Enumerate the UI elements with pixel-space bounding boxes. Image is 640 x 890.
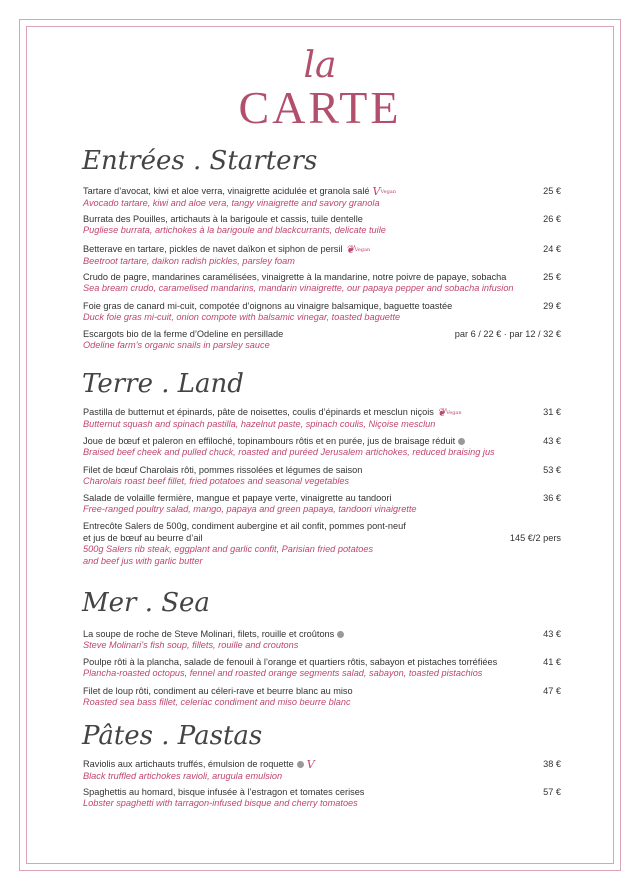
item-name-fr: Crudo de pagre, mandarines caramélisées, vinaigrette à la mandarine, notre poivre de papaye, sobacha bbox=[83, 272, 507, 282]
item-name-fr: Escargots bio de la ferme d’Odeline en persillade bbox=[83, 329, 284, 339]
item-name-en: Black truffled artichokes ravioli, arugula emulsion bbox=[83, 770, 283, 781]
vegan-leaf-icon: ❦Vegan bbox=[436, 405, 462, 419]
menu-item bbox=[83, 328, 561, 352]
menu-item bbox=[83, 406, 561, 430]
item-price: 36 € bbox=[543, 493, 561, 503]
item-name-fr: Spaghettis au homard, bisque infusée à l’estragon et tomates cerises bbox=[83, 787, 365, 797]
item-name-en: Butternut squash and spinach pastilla, hazelnut paste, spinach coulis, Niçoise mesclun bbox=[83, 418, 436, 429]
menu-item bbox=[83, 300, 561, 324]
vegan-leaf-icon: ❦Vegan bbox=[345, 242, 371, 256]
item-name-fr: Filet de bœuf Charolais rôti, pommes rissolées et légumes de saison bbox=[83, 465, 363, 475]
item-name-fr: Raviolis aux artichauts truffés, émulsion de roquette bbox=[83, 759, 294, 769]
vegetarian-dot-icon bbox=[337, 631, 344, 638]
title-la: la bbox=[303, 45, 337, 86]
item-name-en: Avocado tartare, kiwi and aloe vera, tangy vinaigrette and savory granola bbox=[83, 197, 380, 208]
item-name-fr: Entrecôte Salers de 500g, condiment aubergine et ail confit, pommes pont-neuf bbox=[83, 521, 406, 531]
item-price: 38 € bbox=[543, 759, 561, 769]
item-name-en: Sea bream crudo, caramelised mandarins, mandarin vinaigrette, our papaya pepper and sobacha infusion bbox=[83, 283, 514, 293]
item-name-en: Charolais roast beef fillet, fried potatoes and seasonal vegetables bbox=[83, 476, 350, 486]
menu-item bbox=[83, 786, 561, 810]
item-price: 47 € bbox=[543, 686, 561, 696]
item-name-en: Duck foie gras mi-cuit, onion compote with balsamic vinegar, toasted baguette bbox=[83, 312, 401, 322]
item-name-fr: Burrata des Pouilles, artichauts à la barigoule et cassis, tuile dentelle bbox=[83, 214, 363, 224]
title-carte: CARTE bbox=[238, 82, 402, 133]
menu-item bbox=[83, 243, 561, 267]
item-name-en: Roasted sea bass fillet, celeriac condiment and miso beurre blanc bbox=[83, 697, 351, 707]
item-price: 31 € bbox=[543, 407, 561, 417]
menu-item bbox=[83, 656, 561, 680]
item-name-en: Plancha-roasted octopus, fennel and roasted orange segments salad, sabayon, toasted pistachios bbox=[83, 668, 483, 678]
menu-item bbox=[83, 628, 561, 652]
section-heading-sea: Mer . Sea bbox=[82, 588, 210, 618]
item-name-fr-line2: et jus de bœuf au beurre d’ail bbox=[83, 533, 203, 543]
item-name-en: Odeline farm’s organic snails in parsley sauce bbox=[83, 340, 270, 350]
menu-item bbox=[83, 185, 561, 209]
menu-item bbox=[83, 685, 561, 709]
vegetarian-dot-icon bbox=[458, 438, 465, 445]
item-price: 24 € bbox=[543, 244, 561, 254]
item-name-fr: Tartare d’avocat, kiwi et aloe verra, vinaigrette acidulée et granola salé bbox=[83, 186, 370, 196]
item-name-fr: Betterave en tartare, pickles de navet daïkon et siphon de persil bbox=[83, 244, 343, 254]
item-price: 25 € bbox=[543, 272, 561, 282]
section-heading-starters: Entrées . Starters bbox=[82, 146, 318, 176]
menu-item bbox=[83, 492, 561, 516]
menu-item bbox=[83, 213, 561, 237]
item-price: 29 € bbox=[543, 301, 561, 311]
section-heading-pastas: Pâtes . Pastas bbox=[82, 721, 263, 751]
item-name-en: Lobster spaghetti with tarragon-infused bisque and cherry tomatoes bbox=[83, 798, 358, 808]
item-price: 145 €/2 pers bbox=[509, 533, 561, 543]
item-price: 43 € bbox=[543, 629, 561, 639]
menu-item bbox=[83, 435, 561, 459]
vegan-v-icon: VVegan bbox=[372, 184, 396, 198]
menu-item bbox=[83, 758, 561, 782]
item-name-en: Steve Molinari’s fish soup, fillets, rouille and croutons bbox=[83, 640, 299, 650]
item-price: 43 € bbox=[543, 436, 561, 446]
item-name-fr: Filet de loup rôti, condiment au céleri-rave et beurre blanc au miso bbox=[83, 686, 353, 696]
item-price: 53 € bbox=[543, 465, 561, 475]
vegetarian-dot-icon bbox=[297, 761, 304, 768]
item-price: 25 € bbox=[543, 186, 561, 196]
item-name-en: Braised beef cheek and pulled chuck, roasted and puréed Jerusalem artichokes, reduced braising jus bbox=[83, 447, 495, 457]
item-name-en: 500g Salers rib steak, eggplant and garlic confit, Parisian fried potatoes bbox=[83, 544, 374, 554]
item-name-fr: La soupe de roche de Steve Molinari, filets, rouille et croûtons bbox=[83, 629, 335, 639]
item-name-fr: Salade de volaille fermière, mangue et papaye verte, vinaigrette au tandoori bbox=[83, 493, 392, 503]
item-name-en: Beetroot tartare, daikon radish pickles, parsley foam bbox=[83, 255, 295, 266]
item-name-en-line2: and beef jus with garlic butter bbox=[83, 555, 203, 566]
item-name-fr: Pastilla de butternut et épinards, pâte de noisettes, coulis d’épinards et mesclun niçois bbox=[83, 407, 434, 417]
item-price: par 6 / 22 € · par 12 / 32 € bbox=[454, 329, 561, 339]
menu-item bbox=[83, 520, 561, 567]
item-name-en: Pugliese burrata, artichokes à la barigoule and blackcurrants, delicate tuile bbox=[83, 225, 386, 235]
item-price: 26 € bbox=[543, 214, 561, 224]
item-name-en: Free-ranged poultry salad, mango, papaya and green papaya, tandoori vinaigrette bbox=[83, 504, 417, 514]
vegan-v-icon: V bbox=[306, 757, 315, 771]
item-price: 41 € bbox=[543, 657, 561, 667]
menu-item bbox=[83, 271, 561, 295]
item-name-fr: Foie gras de canard mi-cuit, compotée d’oignons au vinaigre balsamique, baguette toastée bbox=[83, 301, 453, 311]
item-price: 57 € bbox=[543, 787, 561, 797]
item-name-fr: Joue de bœuf et paleron en effiloché, topinambours rôtis et en purée, jus de braisage réduit bbox=[83, 436, 456, 446]
item-name-fr: Poulpe rôti à la plancha, salade de fenouil à l’orange et quartiers rôtis, sabayon et pistaches torréfiées bbox=[83, 657, 498, 667]
menu-item bbox=[83, 464, 561, 488]
section-heading-land: Terre . Land bbox=[82, 369, 244, 399]
